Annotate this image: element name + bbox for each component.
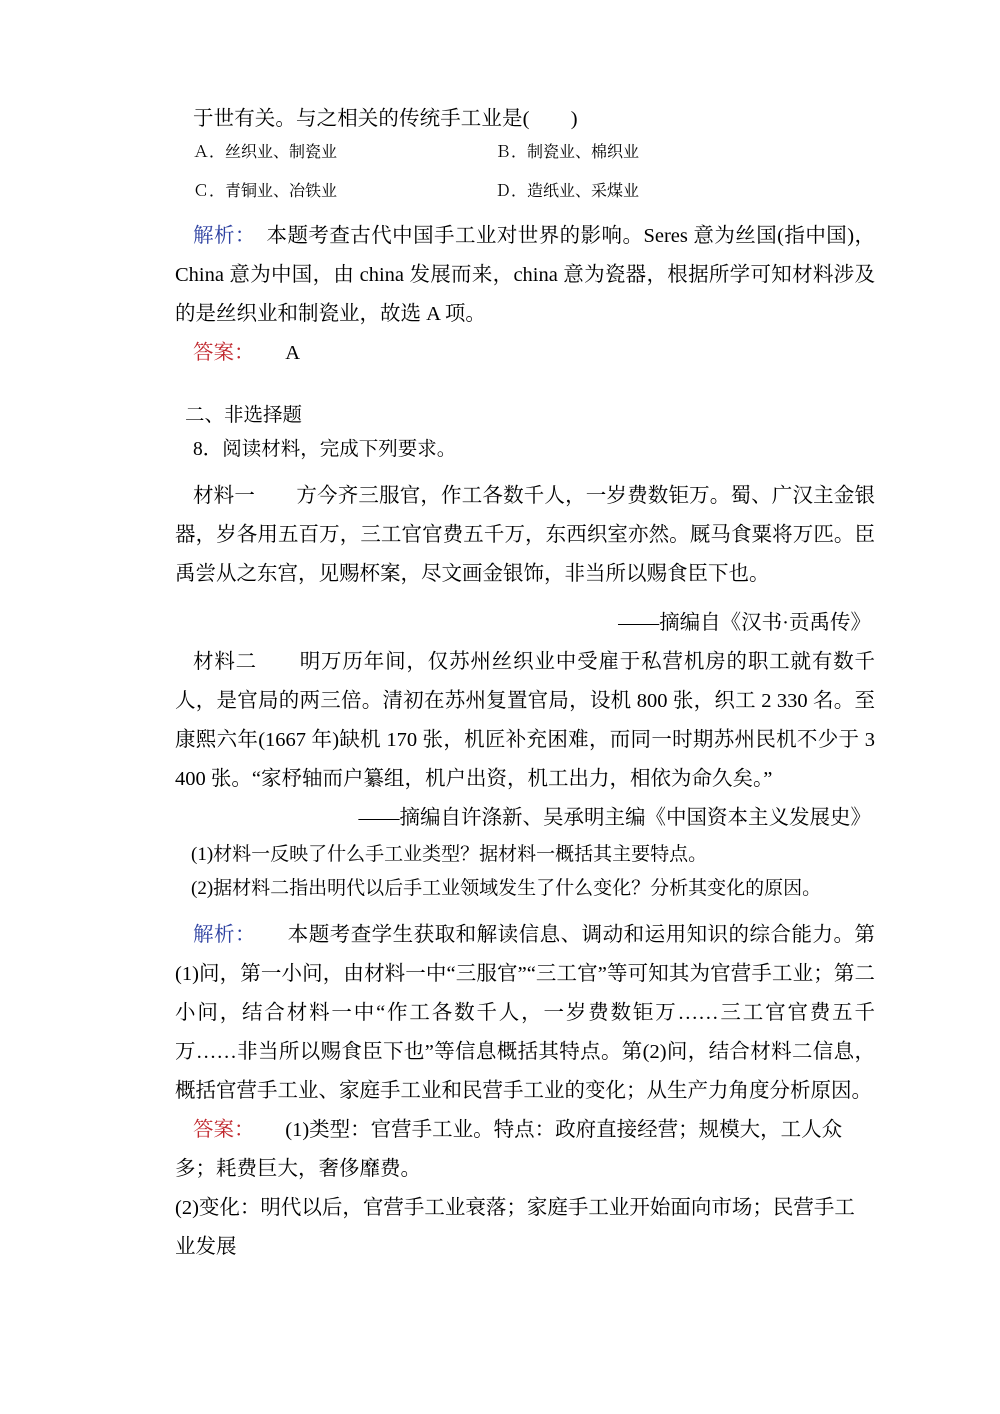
material-2 [175,643,875,799]
question-8-answer-part-2: (2)变化：明代以后，官营手工业衰落；家庭手工业开始面向市场；民营手工业发展 [175,1197,855,1258]
analysis-2-text: 本题考查学生获取和解读信息、调动和运用知识的综合能力。第(1)问，第一小问，由材料一中“三服官”“三工官”等可知其为官营手工业；第二小问，结合材料一中“作工各数千人，一岁费数钜万……三工官官费五千万……非当所以赐食臣下也”等信息概括其特点。第(2)问，结合材料二信息，概括官营手工业、家庭手工业和民营手工业的变化；从生产力角度分析原因。 [175,924,876,1102]
section-2-heading: 二、非选择题 [185,405,303,426]
sub-question-1: (1)材料一反映了什么手工业类型？据材料一概括其主要特点。 [191,844,708,865]
material-1-source: ——摘编自《汉书·贡禹传》 [618,612,871,634]
answer-2-text-1: (1)类型：官营手工业。特点：政府直接经营；规模大，工人众多；耗费巨大，奢侈靡费。 [175,1119,843,1180]
answer-2-label: 答案： [193,1119,245,1141]
material-1-text: 方今齐三服官，作工各数千人，一岁费数钜万。蜀、广汉主金银器，岁各用五百万，三工官官费五千万，东西织室亦然。厩马食粟将万匹。臣禹尝从之东宫，见赐杯案，尽文画金银饰，非当所以赐食臣下也。 [175,485,875,585]
material-2-text: 明万历年间，仅苏州丝织业中受雇于私营机房的职工就有数千人，是官局的两三倍。清初在苏州复置官局，设机 800 张，织工 2 330 名。至康熙六年(1667 年)缺机 170 张，机匠补充困难，而同一时期苏州民机不少于 3 400 张。“家杼轴而户纂组，机户出资，机工出力，相依为命久矣。” [175,651,876,790]
question-7-analysis [175,217,875,334]
analysis-2-label: 解析： [193,924,246,946]
analysis-label: 解析： [193,225,246,247]
page-content [175,100,875,1267]
question-7-options-row-2 [175,178,875,217]
spacer-3 [175,594,875,604]
option-a[interactable]: Ａ．丝织业、制瓷业 [193,144,338,161]
material-2-label: 材料二 [193,651,258,673]
question-8-number: 8．阅读材料，完成下列要求。 [193,439,457,460]
option-d[interactable]: Ｄ．造纸业、采煤业 [495,183,640,200]
option-b[interactable]: Ｂ．制瓷业、棉织业 [495,144,640,161]
spacer-2 [175,467,875,477]
material-2-source: ——摘编自许涤新、吴承明主编《中国资本主义发展史》 [358,807,871,829]
answer-text: A [285,342,301,364]
material-1-label: 材料一 [193,485,256,507]
question-7-stem-tail: 于世有关。与之相关的传统手工业是( ) [193,108,578,130]
option-c[interactable]: Ｃ．青铜业、冶铁业 [193,183,338,200]
answer-label: 答案： [193,342,245,364]
analysis-text: 本题考查古代中国手工业对世界的影响。Seres 意为丝国(指中国)，China 意为中国，由 china 发展而来，china 意为瓷器，根据所学可知材料涉及的是丝织业和制瓷业，故选 A 项。 [175,225,876,325]
spacer-1 [175,373,875,399]
question-7-options-row-1 [175,139,875,178]
question-7-answer [175,334,875,373]
question-8-analysis [175,916,875,1111]
spacer-4 [175,906,875,916]
material-1 [175,477,875,594]
sub-question-2: (2)据材料二指出明代以后手工业领域发生了什么变化？分析其变化的原因。 [191,878,822,899]
question-8-answer [175,1111,875,1189]
